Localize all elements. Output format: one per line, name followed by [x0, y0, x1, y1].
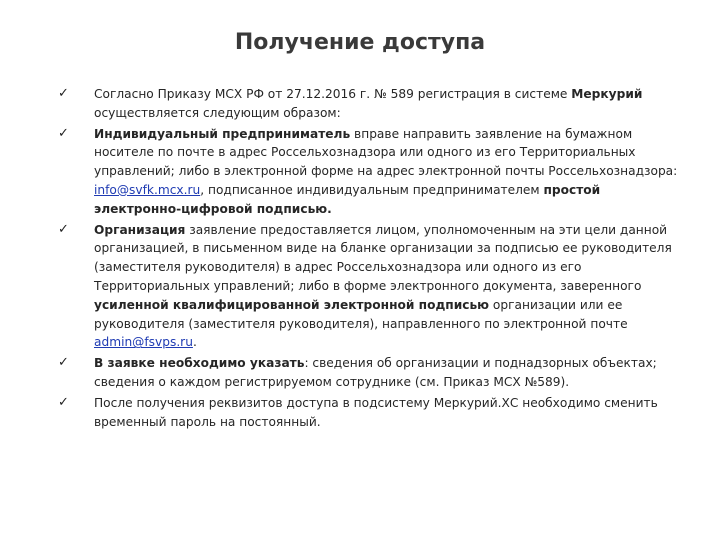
- list-item: [58, 394, 678, 432]
- bold-text: Организация: [94, 222, 186, 237]
- checkmark-icon: ✓: [58, 221, 69, 237]
- bold-text: Индивидуальный предприниматель: [94, 126, 351, 141]
- list-item-text: [94, 356, 657, 389]
- checkmark-icon: ✓: [58, 125, 69, 141]
- checkmark-icon: ✓: [58, 86, 69, 101]
- bold-text: Меркурий: [571, 87, 643, 101]
- list-item-text: [94, 396, 658, 429]
- text-segment: После получения реквизитов доступа в подсистему Меркурий.ХС необходимо сменить временный пароль на постоянный.: [94, 395, 658, 429]
- list-item-text: [94, 87, 642, 120]
- list-item: [58, 354, 678, 392]
- text-segment: , подписанное индивидуальным предпринимателем: [200, 182, 544, 197]
- list-item-text: [94, 127, 677, 216]
- text-segment: вправе направить заявление на бумажном носителе по почте в адрес Россельхознадзора или одного из его Территориальных управлений; либо в электронной форме на адрес электронной почты Россельхознадзора:: [94, 126, 678, 179]
- text-segment: .: [192, 335, 197, 350]
- list-item-text: [94, 223, 672, 350]
- bold-text: усиленной квалифицированной электронной подписью: [94, 297, 490, 312]
- text-segment: организации или ее руководителя (заместителя руководителя), направленного по электронной почте: [94, 297, 628, 331]
- text-segment: заявление предоставляется лицом, уполномоченным на эти цели данной организацией, в письменном виде на бланке организации за подписью ее руководителя (заместителя руководителя) в адрес Россельхознадзора или одного из его Территориальных управлений; либо в форме электронного документа, заверенного: [94, 222, 672, 293]
- text-segment: : сведения об организации и поднадзорных объектах; сведения о каждом регистрируемом сотруднике (см. Приказ МСХ №589).: [94, 356, 657, 389]
- list-item: [58, 221, 678, 353]
- checkmark-icon: ✓: [58, 394, 69, 410]
- list-item: [58, 125, 678, 219]
- page-title: Получение доступа: [234, 30, 486, 55]
- bold-text: В заявке необходимо указать: [94, 356, 305, 371]
- email-link[interactable]: admin@fsvps.ru: [94, 335, 193, 350]
- list-item: [58, 85, 678, 123]
- checkmark-icon: ✓: [58, 355, 69, 371]
- text-segment: осуществляется следующим образом:: [94, 105, 341, 120]
- text-segment: Согласно Приказу МСХ РФ от 27.12.2016 г. № 589 регистрация в системе: [94, 87, 572, 101]
- bullet-list: [58, 85, 678, 433]
- bold-text: простой электронно-цифровой подписью.: [94, 182, 601, 216]
- email-link[interactable]: info@svfk.mcx.ru: [94, 182, 201, 197]
